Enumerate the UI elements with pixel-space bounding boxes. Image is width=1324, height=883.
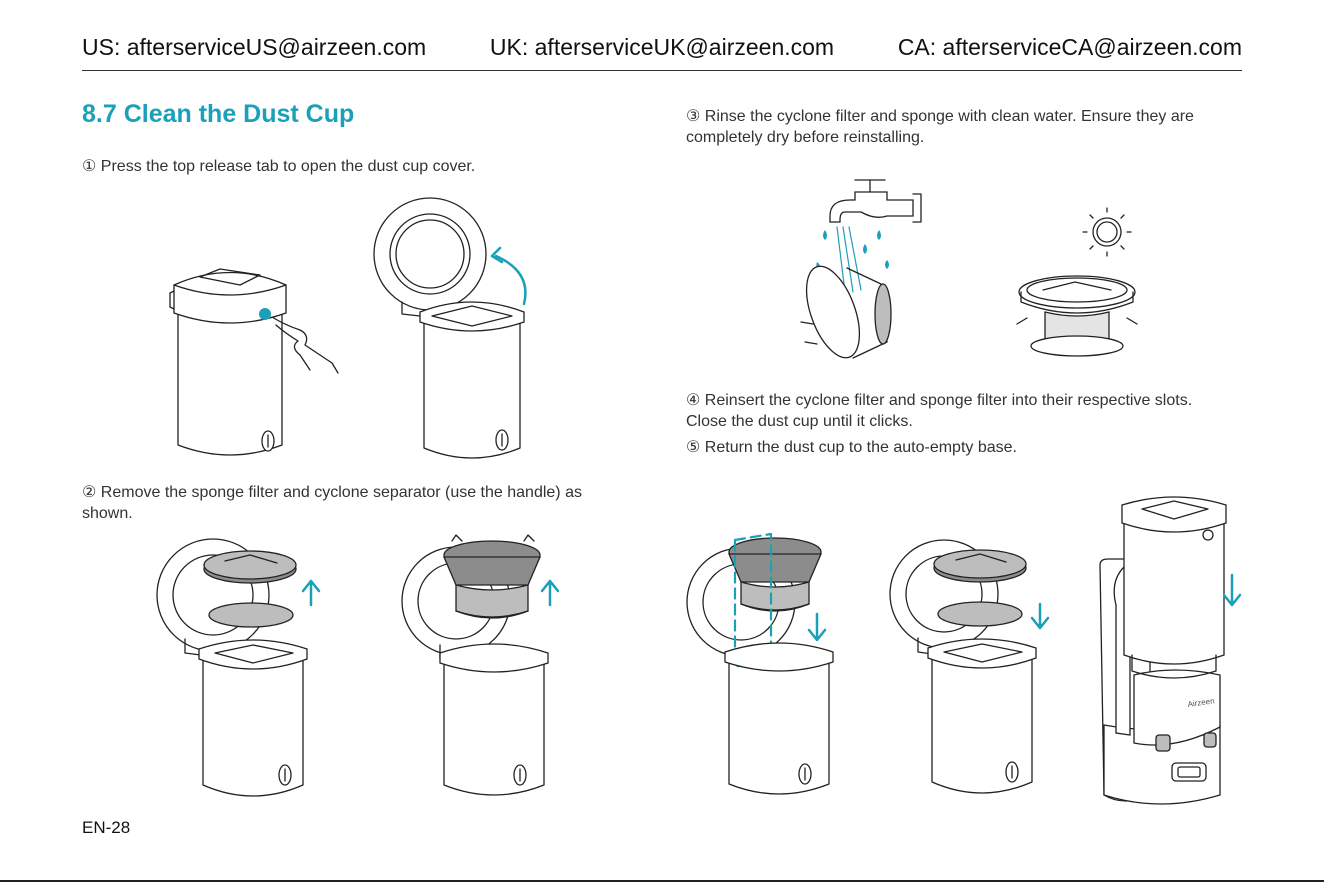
up-arrow bbox=[303, 581, 319, 605]
auto-empty-base-illustration bbox=[1090, 495, 1250, 815]
release-tab-highlight bbox=[259, 308, 271, 320]
reinsert-sponge-illustration bbox=[888, 532, 1063, 802]
cyclone-separator-removal-illustration bbox=[400, 535, 575, 800]
reinsert-cyclone-illustration bbox=[685, 530, 845, 802]
closed-dust-cup-illustration bbox=[160, 255, 350, 470]
ca-contact-email: CA: afterserviceCA@airzeen.com bbox=[897, 34, 1242, 60]
step-1-text: ① Press the top release tab to open the dust cup cover. bbox=[82, 158, 476, 175]
sponge-filter-removal-illustration bbox=[155, 535, 330, 800]
bottom-divider bbox=[0, 880, 1324, 882]
contact-header bbox=[82, 34, 1242, 71]
base-logo-text: Airzeen bbox=[1187, 696, 1216, 709]
step-2-text: ② Remove the sponge filter and cyclone separator (use the handle) as shown. bbox=[82, 484, 582, 522]
uk-contact-email: UK: afterserviceUK@airzeen.com bbox=[489, 34, 835, 60]
down-arrow bbox=[1032, 604, 1048, 628]
step-3-text: ③ Rinse the cyclone filter and sponge with clean water. Ensure they are completely dry before reinstalling. bbox=[686, 108, 1194, 146]
down-arrow bbox=[1224, 575, 1240, 605]
us-contact-email: US: afterserviceUS@airzeen.com bbox=[82, 34, 427, 60]
open-dust-cup-illustration bbox=[372, 192, 542, 472]
dry-in-sun-illustration bbox=[1015, 200, 1155, 365]
rinse-under-faucet-illustration bbox=[795, 172, 945, 372]
up-arrow bbox=[542, 581, 558, 605]
step-5-text: ⑤ Return the dust cup to the auto-empty base. bbox=[686, 439, 1017, 456]
step-4-text: ④ Reinsert the cyclone filter and sponge filter into their respective slots. Close the dust cup until it clicks. bbox=[686, 392, 1193, 430]
open-arrow bbox=[496, 256, 525, 304]
down-arrow bbox=[809, 614, 825, 640]
section-title: 8.7 Clean the Dust Cup bbox=[82, 100, 355, 128]
page-number: EN-28 bbox=[82, 818, 131, 837]
